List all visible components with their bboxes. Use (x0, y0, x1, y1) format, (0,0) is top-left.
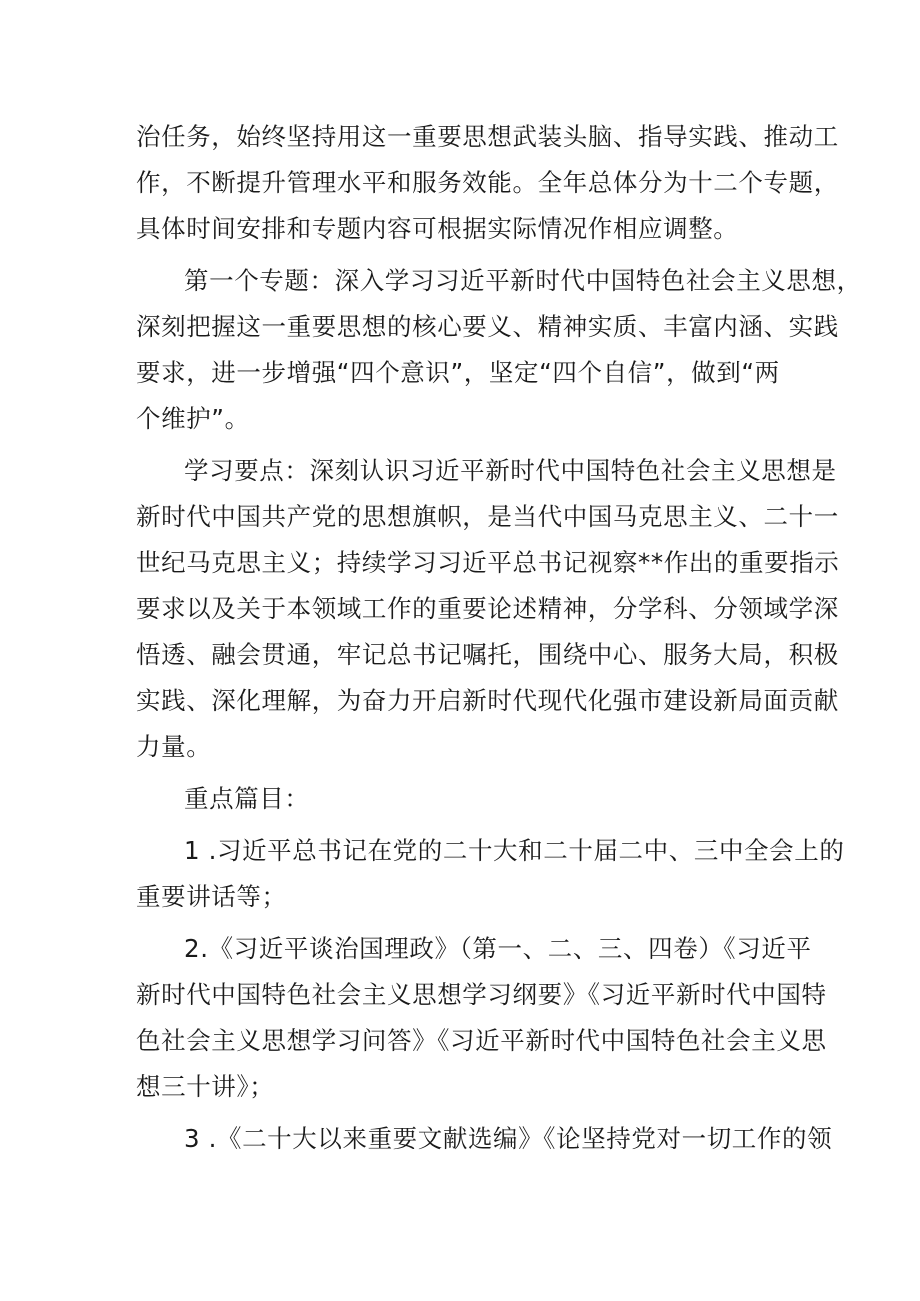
text-line: 新时代中国共产党的思想旗帜，是当代中国马克思主义、二十一 (136, 502, 839, 531)
text-line: 要求，进一步增强“四个意识”，坚定“四个自信”，做到“两 (136, 358, 780, 387)
list-item-text: 色社会主义思想学习问答》《习近平新时代中国特色社会主义思 (136, 1026, 827, 1055)
text-line: 学习要点：深刻认识习近平新时代中国特色社会主义思想是 (184, 456, 837, 485)
list-item-text: 2.《习近平谈治国理政》（第一、二、三、四卷）《习近平 (184, 934, 812, 963)
list-item-text: 新时代中国特色社会主义思想学习纲要》《习近平新时代中国特 (136, 980, 827, 1009)
text-line: 深刻把握这一重要思想的核心要义、精神实质、丰富内涵、实践 (136, 312, 839, 341)
list-item-text: 想三十讲》； (136, 1072, 275, 1101)
list-item-text: 3 .《二十大以来重要文献选编》《论坚持党对一切工作的领 (184, 1124, 833, 1153)
text-line: 个维护”。 (136, 404, 250, 433)
text-line: 实践、深化理解，为奋力开启新时代现代化强市建设新局面贡献 (136, 686, 839, 715)
section-heading: 重点篇目： (184, 784, 310, 813)
text-line: 具体时间安排和专题内容可根据实际情况作相应调整。 (136, 214, 739, 243)
text-line: 作，不断提升管理水平和服务效能。全年总体分为十二个专题， (136, 168, 839, 197)
text-line: 世纪马克思主义；持续学习习近平总书记视察**作出的重要指示 (136, 548, 840, 577)
text-line: 悟透、融会贯通，牢记总书记嘱托，围绕中心、服务大局，积极 (136, 640, 839, 669)
text-line: 治任务，始终坚持用这一重要思想武装头脑、指导实践、推动工 (136, 122, 839, 151)
text-line: 第一个专题：深入学习习近平新时代中国特色社会主义思想， (184, 266, 862, 295)
text-line: 力量。 (136, 732, 212, 761)
text-line: 要求以及关于本领域工作的重要论述精神，分学科、分领域学深 (136, 594, 839, 623)
list-item-text: 1 .习近平总书记在党的二十大和二十届二中、三中全会上的 (184, 836, 845, 865)
list-item-text: 重要讲话等； (136, 882, 287, 911)
